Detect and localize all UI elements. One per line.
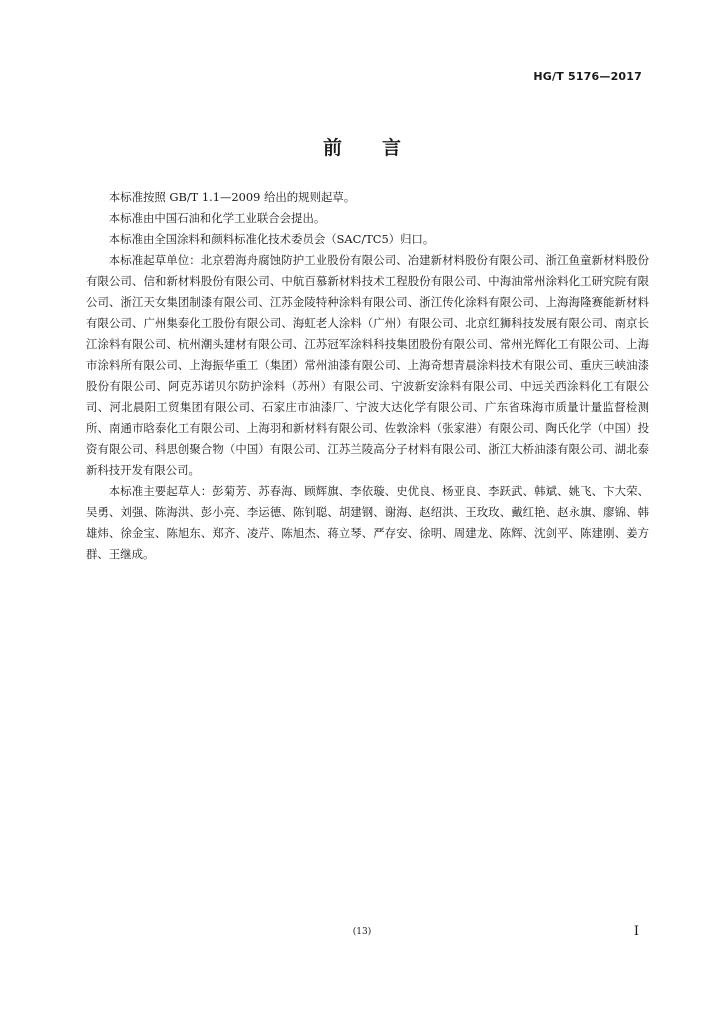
- foreword-body: [86, 187, 649, 565]
- paragraph-drafting-rules: 本标准按照 GB/T 1.1—2009 给出的规则起草。: [108, 190, 356, 204]
- roman-page-number: I: [633, 924, 639, 939]
- page-number: (13): [352, 927, 372, 937]
- paragraph-drafting-units: 本标准起草单位：北京碧海舟腐蚀防护工业股份有限公司、冶建新材料股份有限公司、浙江鱼童新材料股份有限公司、信和新材料股份有限公司、中航百慕新材料技术工程股份有限公司、中海油常州涂料化工研究院有限公司、浙江天女集团制漆有限公司、江苏金陵特种涂料有限公司、浙江传化涂料有限公司、上海海隆赛能新材料有限公司、广州集泰化工股份有限公司、海虹老人涂料（广州）有限公司、北京红狮科技发展有限公司、南京长江涂料有限公司、杭州潮头建材有限公司、江苏冠军涂料科技集团股份有限公司、常州光辉化工有限公司、上海市涂料所有限公司、上海振华重工（集团）常州油漆有限公司、上海奇想青晨涂料技术有限公司、重庆三峡油漆股份有限公司、阿克苏诺贝尔防护涂料（苏州）有限公司、宁波新安涂料有限公司、中远关西涂料化工有限公司、河北晨阳工贸集团有限公司、石家庄市油漆厂、宁波大达化学有限公司、广东省珠海市质量计量监督检测所、南通市晗泰化工有限公司、上海羽和新材料有限公司、佐敦涂料（张家港）有限公司、陶氏化学（中国）投资有限公司、科思创聚合物（中国）有限公司、江苏兰陵高分子材料有限公司、浙江大桥油漆有限公司、湖北泰新科技开发有限公司。: [86, 253, 649, 477]
- standard-code: HG/T 5176—2017: [533, 70, 642, 83]
- title-char-1: 前: [322, 137, 342, 159]
- title-char-2: 言: [382, 137, 402, 159]
- paragraph-administrator: 本标准由全国涂料和颜料标准化技术委员会（SAC/TC5）归口。: [108, 232, 435, 246]
- paragraph-drafters: 本标准主要起草人：彭菊芳、苏春海、顾辉旗、李依璇、史优良、杨亚良、李跃武、韩斌、姚飞、卞大荣、吴勇、刘强、陈海洪、彭小亮、李运德、陈钊聪、胡建钢、谢海、赵绍洪、王玫玫、戴红艳、赵永旗、廖锦、韩雄炜、徐金宝、陈旭东、郑齐、凌芹、陈旭杰、蒋立琴、严存安、徐明、周建龙、陈辉、沈剑平、陈建刚、姜方群、王继成。: [86, 484, 649, 561]
- page-title: [0, 133, 724, 160]
- paragraph-proposer: 本标准由中国石油和化学工业联合会提出。: [108, 211, 326, 225]
